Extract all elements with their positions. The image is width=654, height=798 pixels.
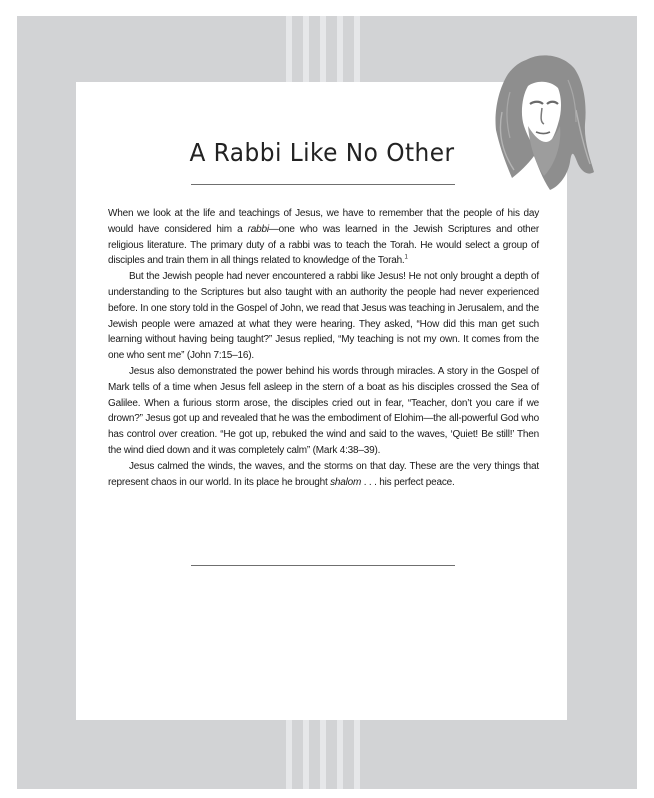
footnote-marker: 1 bbox=[404, 255, 408, 262]
body-text bbox=[108, 206, 539, 490]
paragraph-4: Jesus calmed the winds, the waves, and the storms on that day. These are the very things that represent chaos in our world. In its place he brought shalom . . . his perfect peace. bbox=[108, 460, 539, 488]
jesus-portrait-icon bbox=[488, 52, 596, 192]
decorative-stripes-bottom bbox=[286, 720, 360, 789]
paragraph-2: But the Jewish people had never encountered a rabbi like Jesus! He not only brought a depth of understanding to the Scriptures but also taught with an authority the people had never experienced before. In one story told in the Gospel of John, we read that Jesus was teaching in Jerusalem, and the Jewish people were amazed at what they were hearing. They asked, “How did this man get such learning without having being taught?” Jesus replied, “My teaching is not my own. It comes from the one who sent me” (John 7:15–16). bbox=[108, 271, 539, 362]
decorative-stripes-top bbox=[286, 16, 360, 82]
page-title: A Rabbi Like No Other bbox=[189, 138, 455, 167]
title-divider bbox=[191, 184, 455, 185]
paragraph-3: Jesus also demonstrated the power behind his words through miracles. A story in the Gospel of Mark tells of a time when Jesus fell asleep in the stern of a boat as his disciples crossed the Sea of Galilee. When a furious storm arose, the disciples cried out in fear, “Teacher, don’t you care if we drown?” Jesus got up and revealed that he was the embodiment of Elohim—the all-powerful God who has control over creation. “He got up, rebuked the wind and said to the waves, ‘Quiet! Be still!’ Then the wind died down and it was completely calm” (Mark 4:38–39). bbox=[108, 365, 539, 456]
bottom-divider bbox=[191, 565, 455, 566]
paragraph-1: When we look at the life and teachings of Jesus, we have to remember that the people of his day would have considered him a rabbi—one who was learned in the Jewish Scriptures and other religious literature. The primary duty of a rabbi was to teach the Torah. He would select a group of disciples and train them in all things related to knowledge of the Torah.$^1$ bbox=[108, 208, 540, 267]
